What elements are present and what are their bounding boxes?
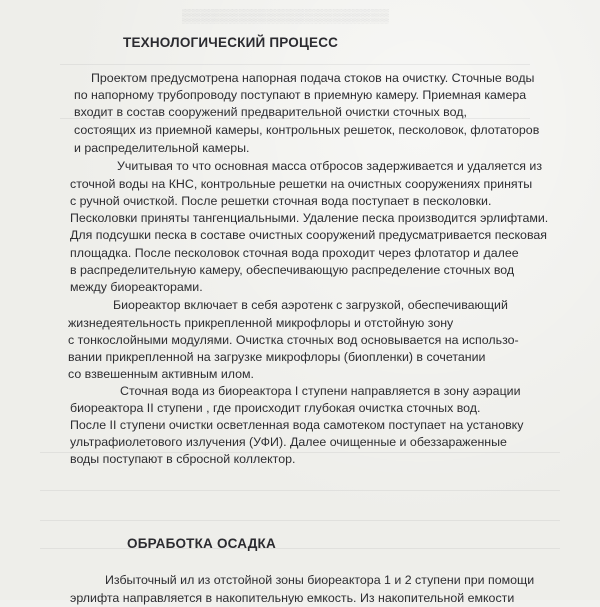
body-line: с тонкослойными модулями. Очистка сточных вод основывается на использо-: [68, 333, 519, 347]
show-through-text: ▒▒▒▒▒▒▒▒▒▒▒▒▒▒▒▒▒▒▒▒▒▒: [182, 8, 390, 23]
show-through-line: [40, 548, 560, 549]
body-line: эрлифта направляется в накопительную емкость. Из накопительной емкости: [70, 591, 515, 605]
section-title-sludge: ОБРАБОТКА ОСАДКА: [127, 536, 276, 551]
section-title-process: ТЕХНОЛОГИЧЕСКИЙ ПРОЦЕСС: [123, 35, 339, 50]
body-line: жизнедеятельность прикрепленной микрофлоры и отстойную зону: [68, 316, 454, 330]
body-line: со взвешенным активным илом.: [68, 367, 254, 381]
body-line: в распределительную камеру, обеспечивающую распределение сточных вод: [70, 263, 515, 277]
body-line: входит в состав сооружений предварительной очистки сточных вод,: [74, 105, 467, 119]
body-line: по напорному трубопроводу поступают в приемную камеру. Приемная камера: [74, 88, 527, 102]
body-line: ультрафиолетового излучения (УФИ). Далее очищенные и обеззараженные: [70, 435, 507, 449]
body-line: Избыточный ил из отстойной зоны биореактора 1 и 2 ступени при помощи: [105, 573, 535, 587]
body-line: Биореактор включает в себя аэротенк с загрузкой, обеспечивающий: [113, 298, 508, 312]
body-line: площадка. После песколовок сточная вода проходит через флотатор и далее: [70, 246, 519, 260]
body-line: Песколовки приняты тангенциальными. Удаление песка производится эрлифтами.: [70, 211, 549, 225]
body-line: Проектом предусмотрена напорная подача стоков на очистку. Сточные воды: [91, 71, 535, 85]
body-line: Учитывая то что основная масса отбросов задерживается и удаляется из: [117, 159, 543, 173]
body-line: с ручной очисткой. После решетки сточная вода поступает в песколовки.: [70, 194, 492, 208]
body-line: сточной воды на КНС, контрольные решетки на очистных сооружениях приняты: [70, 177, 533, 191]
body-line: состоящих из приемной камеры, контрольных решеток, песколовок, флотаторов: [74, 123, 540, 137]
body-line: между биореакторами.: [70, 280, 203, 294]
body-line: вании прикрепленной на загрузке микрофлоры (биопленки) в сочетании: [68, 350, 486, 364]
body-line: воды поступают в сбросной коллектор.: [70, 452, 296, 466]
show-through-line: [40, 490, 560, 491]
show-through-line: [40, 520, 560, 521]
body-line: После II ступени очистки осветленная вода самотеком поступает на установку: [70, 418, 524, 432]
body-line: биореактора II ступени , где происходит глубокая очистка сточных вод.: [70, 401, 481, 415]
show-through-line: [60, 64, 530, 65]
body-line: Сточная вода из биореактора I ступени направляется в зону аэрации: [120, 384, 521, 398]
body-line: Для подсушки песка в составе очистных сооружений предусматривается песковая: [70, 228, 547, 242]
body-line: и распределительной камеры.: [74, 141, 250, 155]
